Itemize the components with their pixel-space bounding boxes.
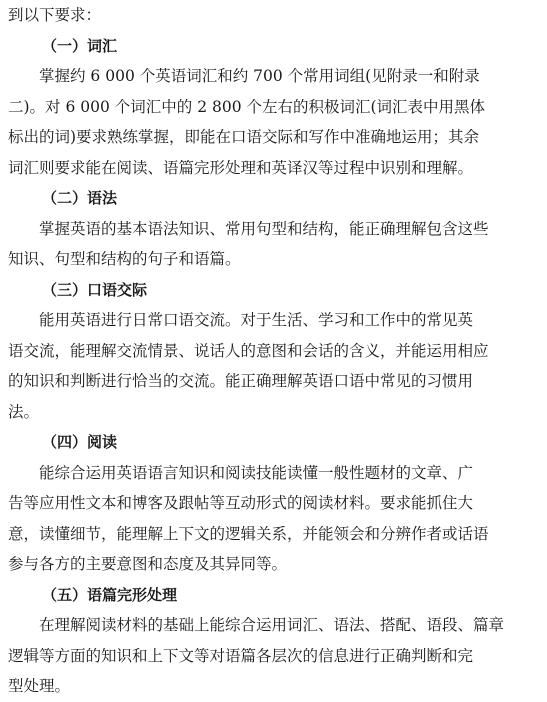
paragraph-line: 二)。对 6 000 个词汇中的 2 800 个左右的积极词汇(词汇表中用黑体 — [8, 97, 486, 116]
paragraph-line: 逻辑等方面的知识和上下文等对语篇各层次的信息进行正确判断和完 — [8, 646, 474, 665]
paragraph-line: 能用英语进行日常口语交流。对于生活、学习和工作中的常见英 — [39, 311, 474, 329]
paragraph-line: 参与各方的主要意图和态度及其异同等。 — [8, 555, 288, 573]
paragraph-line: 在理解阅读材料的基础上能综合运用词汇、语法、搭配、语段、篇章 — [39, 616, 505, 634]
paragraph-line: 能综合运用英语语言知识和阅读技能读懂一般性题材的文章、广 — [39, 463, 474, 482]
section-heading: （四）阅读 — [42, 433, 118, 451]
section-grammar — [8, 183, 535, 275]
section-heading: （五）语篇完形处理 — [42, 585, 178, 604]
paragraph-line: 标出的词)要求熟练掌握，即能在口语交际和写作中准确地运用；其余 — [8, 128, 480, 146]
paragraph-line: 意，读懂细节，能理解上下文的逻辑关系，并能领会和分辨作者或话语 — [8, 524, 489, 543]
section-vocabulary — [8, 31, 535, 184]
section-heading: （一）词汇 — [42, 36, 118, 55]
paragraph-line: 的知识和判断进行恰当的交流。能正确理解英语口语中常见的习惯用 — [8, 372, 474, 390]
intro-text: 到以下要求： — [8, 6, 102, 24]
paragraph-line: 词汇则要求能在阅读、语篇完形处理和英译汉等过程中识别和理解。 — [8, 158, 474, 177]
section-heading: （二）语法 — [42, 189, 118, 207]
paragraph-line: 掌握约 6 000 个英语词汇和约 700 个常用词组(见附录一和附录 — [39, 67, 480, 85]
paragraph-line: 知识、句型和结构的句子和语篇。 — [8, 250, 241, 268]
paragraph-line: 法。 — [8, 402, 40, 421]
section-oral-communication — [8, 275, 535, 428]
paragraph-line: 语交流，能理解交流情景、说话人的意图和会话的含义，并能运用相应 — [8, 341, 489, 360]
section-reading — [8, 427, 535, 580]
paragraph-line: 型处理。 — [8, 677, 71, 695]
section-cloze — [8, 580, 535, 702]
paragraph-line: 告等应用性文本和博客及跟帖等互动形式的阅读材料。要求能抓住大 — [8, 494, 474, 512]
paragraph-line: 掌握英语的基本语法知识、常用句型和结构，能正确理解包含这些 — [39, 219, 489, 238]
section-heading: （三）口语交际 — [42, 280, 148, 299]
